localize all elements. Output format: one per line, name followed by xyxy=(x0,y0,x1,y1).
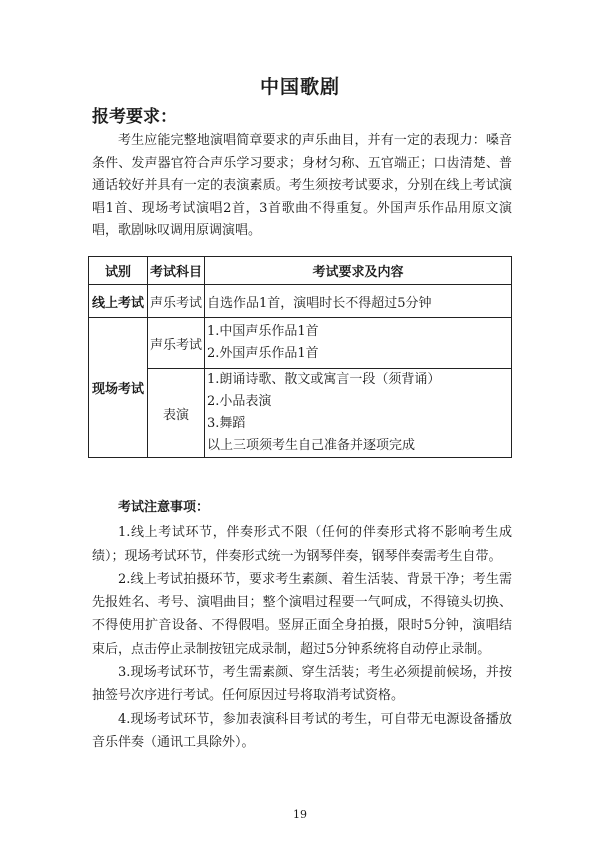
notes-heading: 考试注意事项： xyxy=(118,500,210,515)
header-content: 考试要求及内容 xyxy=(205,257,512,285)
list-item: 2.小品表演 xyxy=(207,394,272,409)
stage-onsite: 现场考试 xyxy=(89,318,148,458)
list-item: 1.中国声乐作品1首 xyxy=(207,324,319,339)
header-subject: 考试科目 xyxy=(148,257,205,285)
intro-text: 考生应能完整地演唱简章要求的声乐曲目，并有一定的表现力：嗓音条件、发声器官符合声乐学习要求；身材匀称、五官端正；口齿清楚、普通话较好并具有一定的表演素质。考生须按考试要求，分别在线上考试演唱1首、现场考试演唱2首，3首歌曲不得重复。外国声乐作品用原文演唱，歌剧咏叹调用原调演唱。 xyxy=(92,133,512,238)
intro-paragraph xyxy=(92,130,512,243)
list-item: 3.舞蹈 xyxy=(207,416,246,431)
header-stage: 试别 xyxy=(89,257,148,285)
page-title: 中国歌剧 xyxy=(259,76,340,98)
table-row xyxy=(89,318,512,369)
note-item: 1.线上考试环节，伴奏形式不限（任何的伴奏形式将不影响考生成绩）；现场考试环节，伴奏形式统一为钢琴伴奏，钢琴伴奏需考生自带。 xyxy=(92,525,512,564)
subject-online-vocal: 声乐考试 xyxy=(148,285,205,318)
table-header-row xyxy=(89,257,512,285)
content-online: 自选作品1首，演唱时长不得超过5分钟 xyxy=(205,285,512,318)
list-item: 2.外国声乐作品1首 xyxy=(207,346,319,361)
section-heading: 报考要求： xyxy=(92,107,177,127)
subject-onsite-performance: 表演 xyxy=(148,369,205,458)
notes-section xyxy=(92,496,512,754)
subject-onsite-vocal: 声乐考试 xyxy=(148,318,205,369)
requirements-table xyxy=(88,256,512,458)
content-onsite-performance xyxy=(205,369,512,458)
content-onsite-vocal xyxy=(205,318,512,369)
note-item: 3.现场考试环节，考生需素颜、穿生活装；考生必须提前候场，并按抽签号次序进行考试。任何原因过号将取消考试资格。 xyxy=(92,665,512,704)
note-item: 4.现场考试环节，参加表演科目考试的考生，可自带无电源设备播放音乐伴奏（通讯工具除外）。 xyxy=(92,711,512,750)
note-item: 2.线上考试拍摄环节，要求考生素颜、着生活装、背景干净；考生需先报姓名、考号、演唱曲目；整个演唱过程要一气呵成，不得镜头切换、不得使用扩音设备、不得假唱。竖屏正面全身拍摄，限时5分钟，演唱结束后，点击停止录制按钮完成录制，超过5分钟系统将自动停止录制。 xyxy=(92,571,512,657)
page-number: 19 xyxy=(293,808,307,821)
stage-online: 线上考试 xyxy=(89,285,148,318)
list-item: 以上三项须考生自己准备并逐项完成 xyxy=(207,438,416,453)
list-item: 1.朗诵诗歌、散文或寓言一段（须背诵） xyxy=(207,372,441,387)
table-row xyxy=(89,285,512,318)
table-row xyxy=(89,369,512,458)
